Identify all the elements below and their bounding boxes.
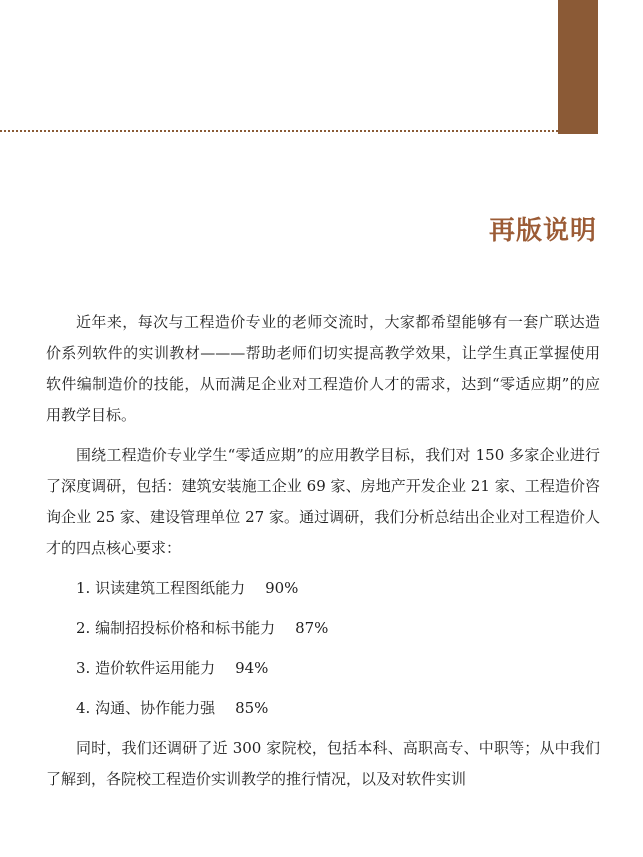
requirement-label: 1. 识读建筑工程图纸能力 bbox=[76, 579, 246, 597]
requirement-percent: 90% bbox=[265, 579, 299, 597]
header-brown-tab bbox=[558, 0, 598, 134]
list-item bbox=[46, 613, 600, 644]
paragraph-survey: 围绕工程造价专业学生“零适应期”的应用教学目标，我们对 150 多家企业进行了深度调研，包括：建筑安装施工企业 69 家、房地产开发企业 21 家、工程造价咨询企业 25 家、建设管理单位 27 家。通过调研，我们分析总结出企业对工程造价人才的四点核心要求： bbox=[46, 446, 600, 557]
requirement-label: 4. 沟通、协作能力强 bbox=[76, 699, 216, 717]
paragraph-intro: 近年来，每次与工程造价专业的老师交流时，大家都希望能够有一套广联达造价系列软件的实训教材———帮助老师们切实提高教学效果，让学生真正掌握使用软件编制造价的技能，从而满足企业对工程造价人才的需求，达到“零适应期”的应用教学目标。 bbox=[46, 313, 600, 424]
requirement-label: 2. 编制招投标价格和标书能力 bbox=[76, 619, 276, 637]
body-text bbox=[46, 307, 600, 804]
requirement-percent: 94% bbox=[235, 659, 269, 677]
list-item bbox=[46, 573, 600, 604]
header-dotted-rule bbox=[0, 130, 558, 132]
list-item bbox=[46, 653, 600, 684]
paragraph-schools: 同时，我们还调研了近 300 家院校，包括本科、高职高专、中职等；从中我们了解到，各院校工程造价实训教学的推行情况，以及对软件实训 bbox=[46, 739, 600, 788]
requirement-percent: 87% bbox=[295, 619, 329, 637]
requirement-percent: 85% bbox=[235, 699, 269, 717]
requirements-list bbox=[46, 573, 600, 724]
list-item bbox=[46, 693, 600, 724]
requirement-label: 3. 造价软件运用能力 bbox=[76, 659, 216, 677]
page-title: 再版说明 bbox=[488, 216, 597, 246]
